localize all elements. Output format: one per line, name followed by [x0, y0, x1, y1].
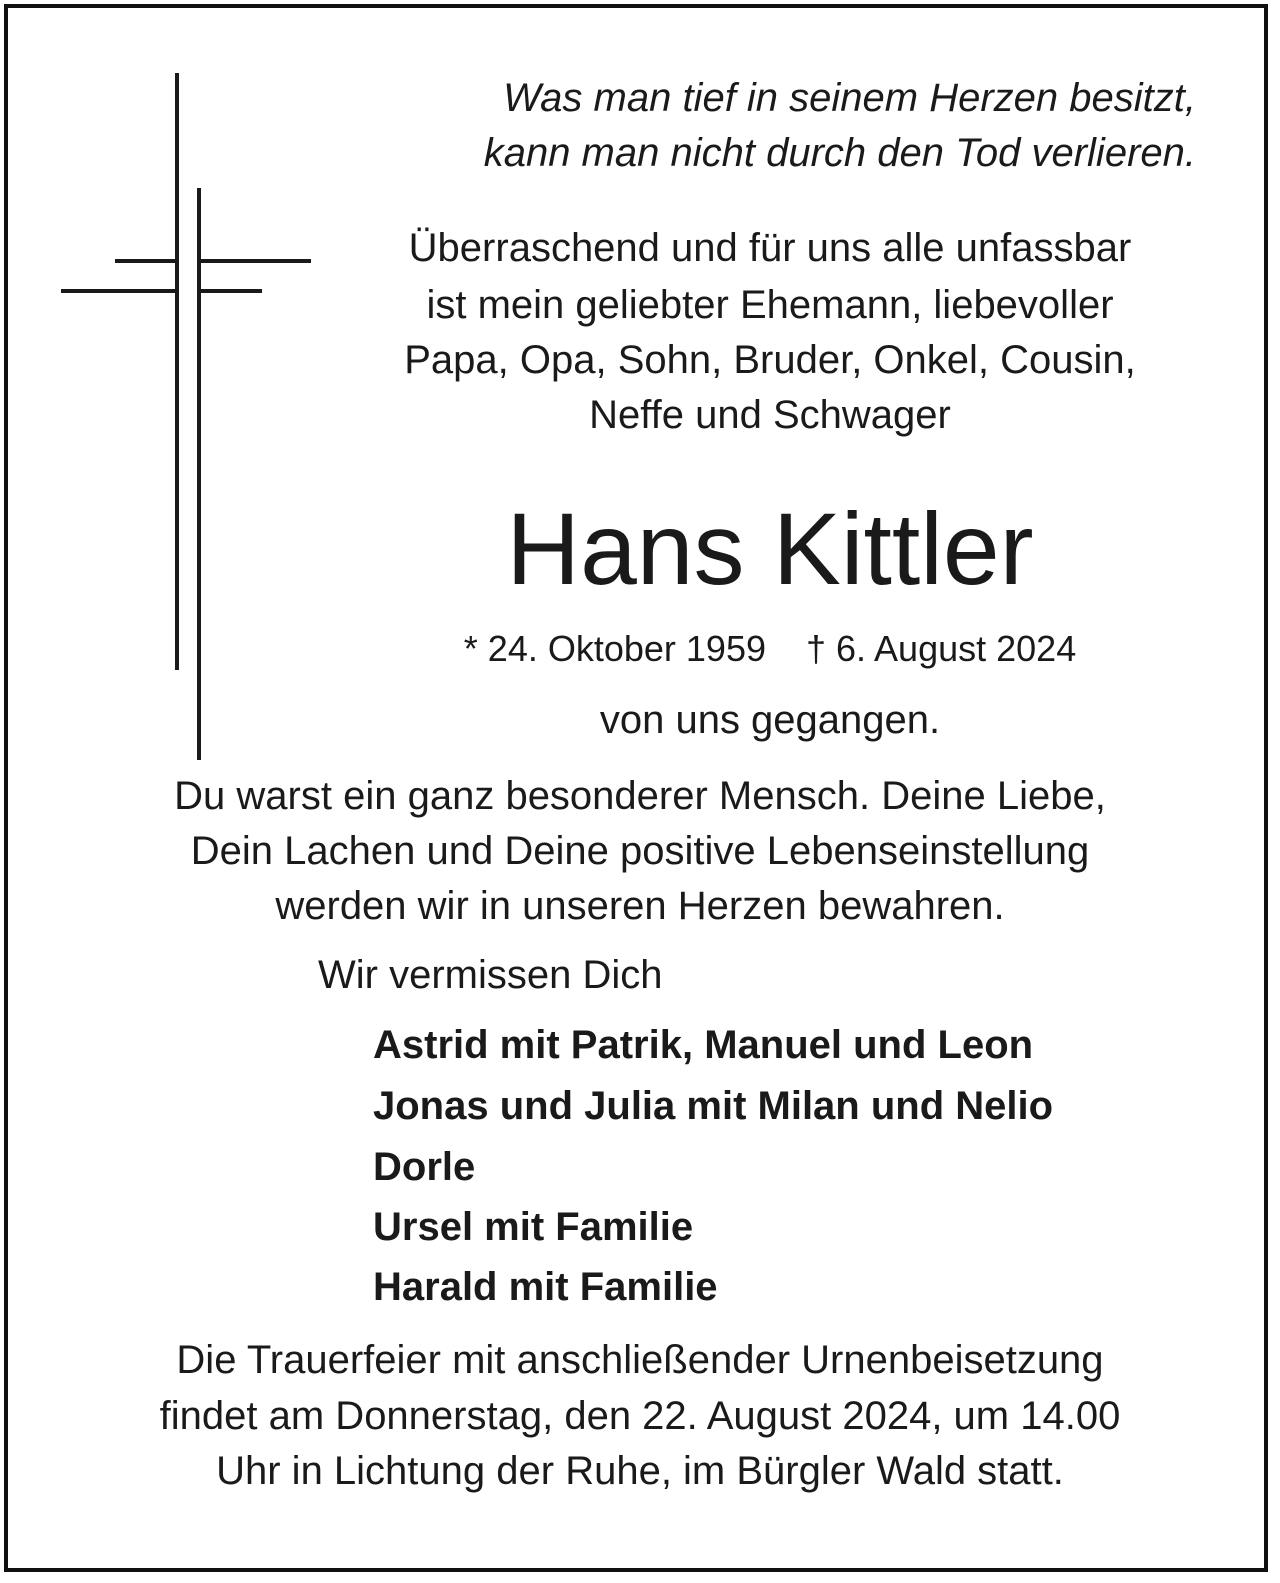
intro-line-1: Überraschend und für uns alle unfassbar	[408, 226, 1132, 270]
quote-line-2: kann man nicht durch den Tod verlieren.	[483, 131, 1196, 175]
quote-line-1: Was man tief in seinem Herzen besitzt,	[503, 76, 1196, 120]
death-date: † 6. August 2024	[805, 628, 1077, 669]
mourner-5: Harald mit Familie	[373, 1265, 718, 1309]
tribute-line-2: Dein Lachen und Deine positive Lebenseinstellung	[190, 829, 1090, 873]
cross-icon	[0, 0, 320, 770]
mourner-1: Astrid mit Patrik, Manuel und Leon	[373, 1023, 1034, 1067]
ceremony-line-3: Uhr in Lichtung der Ruhe, im Bürgler Wald statt.	[216, 1449, 1064, 1493]
birth-date: * 24. Oktober 1959	[463, 628, 766, 669]
tribute-line-1: Du warst ein ganz besonderer Mensch. Deine Liebe,	[174, 774, 1106, 818]
intro-line-3: Papa, Opa, Sohn, Bruder, Onkel, Cousin,	[404, 338, 1136, 382]
ceremony-line-2: findet am Donnerstag, den 22. August 2024, um 14.00	[159, 1394, 1121, 1438]
gone-text: von uns gegangen.	[599, 698, 941, 742]
ceremony-line-1: Die Trauerfeier mit anschließender Urnenbeisetzung	[176, 1338, 1104, 1382]
mourner-4: Ursel mit Familie	[373, 1205, 694, 1249]
tribute-line-3: werden wir in unseren Herzen bewahren.	[275, 884, 1005, 928]
intro-line-2: ist mein geliebter Ehemann, liebevoller	[426, 283, 1114, 327]
deceased-name: Hans Kittler	[506, 492, 1034, 606]
mourner-2: Jonas und Julia mit Milan und Nelio	[373, 1084, 1054, 1128]
life-dates	[320, 628, 1220, 669]
miss-text: Wir vermissen Dich	[318, 953, 663, 997]
intro-line-4: Neffe und Schwager	[589, 393, 951, 437]
mourner-3: Dorle	[373, 1145, 476, 1189]
